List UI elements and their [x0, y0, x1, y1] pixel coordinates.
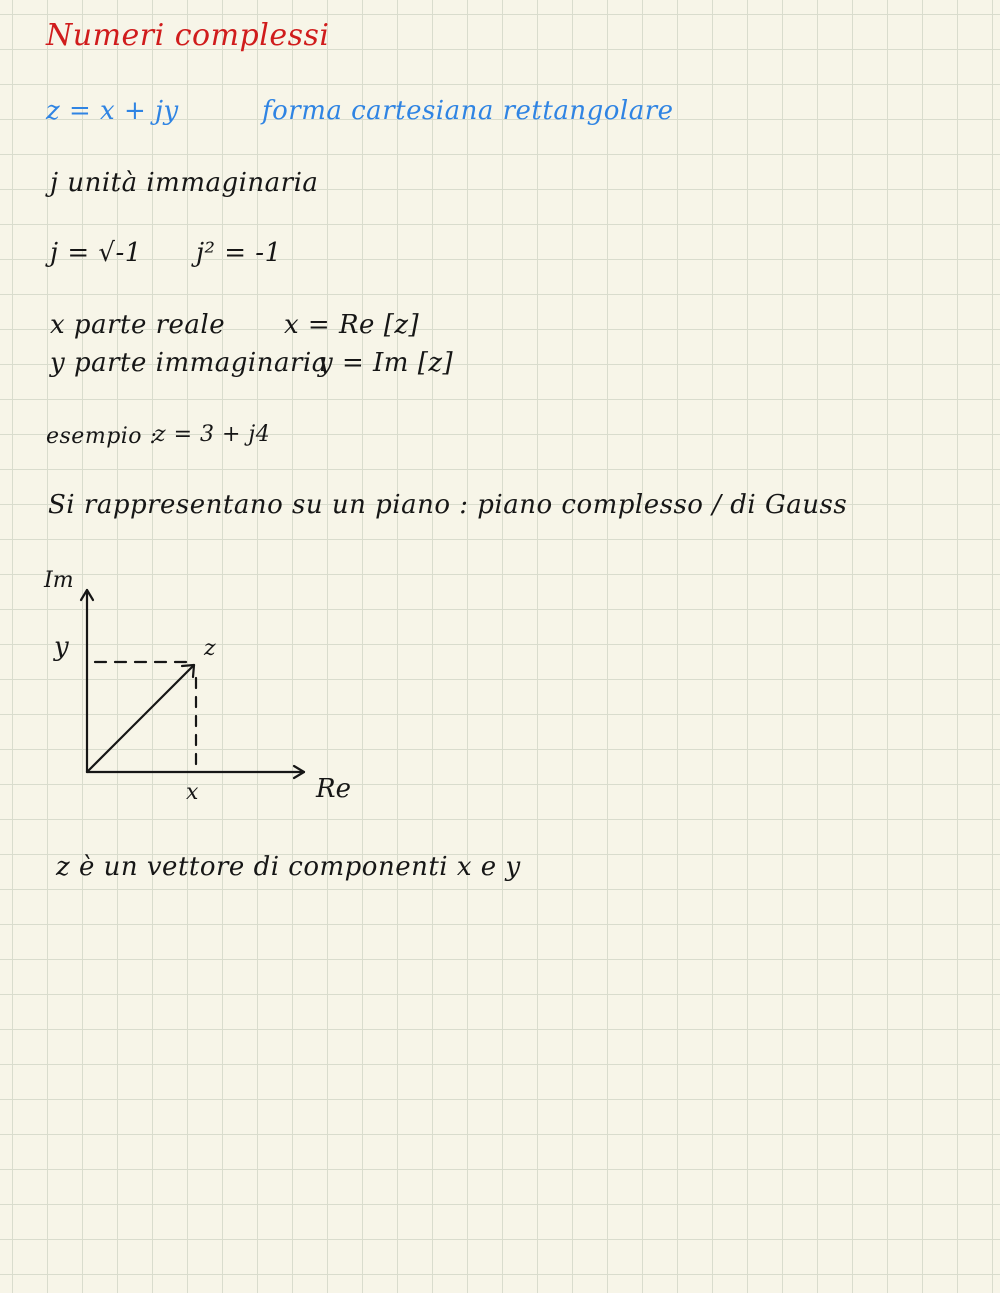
x-component-label: x	[186, 780, 199, 805]
point-z-label: z	[204, 636, 216, 661]
imaginary-unit-square: j² = -1	[196, 238, 282, 268]
real-axis-arrowhead	[294, 766, 304, 778]
imaginary-axis-label: Im	[44, 568, 74, 593]
cartesian-formula: z = x + jy	[46, 96, 179, 126]
vector-z	[87, 665, 194, 772]
imaginary-unit-definition: j unità immaginaria	[50, 168, 319, 198]
example-value: z = 3 + j4	[154, 422, 271, 447]
imaginary-part-equation: y = Im [z]	[318, 348, 454, 378]
imaginary-part-description: y parte immaginaria	[50, 348, 328, 378]
imaginary-unit-sqrt: j = √-1	[50, 238, 142, 268]
real-axis-label: Re	[316, 774, 351, 804]
page-title: Numeri complessi	[46, 18, 330, 53]
cartesian-form-name: forma cartesiana rettangolare	[262, 96, 674, 126]
real-part-description: x parte reale	[50, 310, 226, 340]
example-label: esempio :	[46, 424, 158, 449]
conclusion-text: z è un vettore di componenti x e y	[56, 852, 521, 882]
plane-sentence: Si rappresentano su un piano : piano complesso / di Gauss	[48, 490, 848, 520]
y-component-label: y	[54, 632, 69, 662]
vector-arrowhead	[182, 665, 194, 677]
imaginary-axis-arrowhead	[81, 590, 93, 600]
real-part-equation: x = Re [z]	[284, 310, 420, 340]
